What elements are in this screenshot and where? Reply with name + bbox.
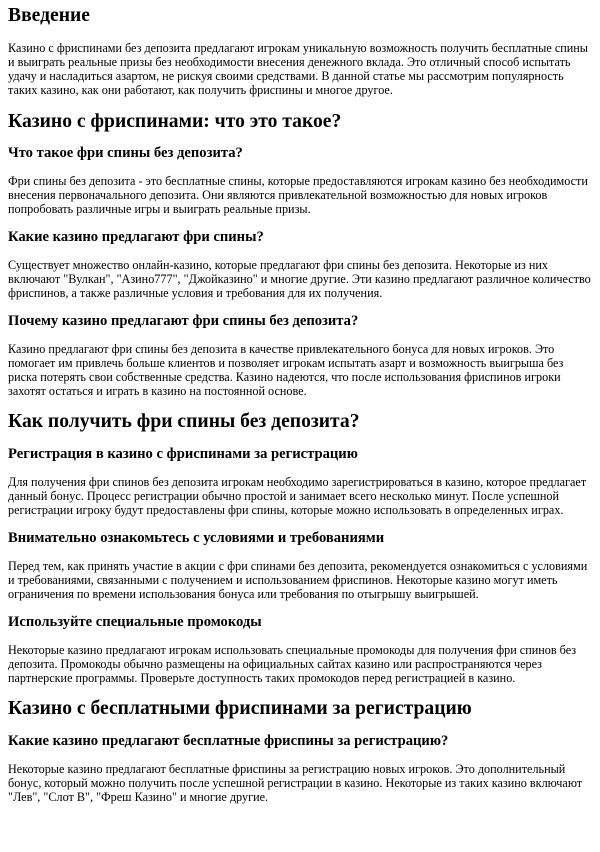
paragraph-which-casinos: Существует множество онлайн-казино, которые предлагают фри спины без депозита. Некоторые из них включают "Вулкан", "Азино777", "Джойказино" и многие другие. Эти казино предлагают различное количество фриспинов, а также различные условия и требования для их получения. (8, 258, 591, 300)
section-heading-what-is: Казино с фриспинами: что это такое? (8, 111, 342, 132)
subheading-why-casinos-offer: Почему казино предлагают фри спины без депозита? (8, 313, 359, 329)
section-heading-how-to-get: Как получить фри спины без депозита? (8, 411, 360, 432)
subheading-which-casinos: Какие казино предлагают фри спины? (8, 229, 264, 245)
subheading-which-casinos-registration: Какие казино предлагают бесплатные фриспины за регистрацию? (8, 733, 449, 749)
section-heading-registration-free-spins: Казино с бесплатными фриспинами за регистрацию (8, 698, 472, 719)
paragraph-what-are-free-spins: Фри спины без депозита - это бесплатные спины, которые предоставляются игрокам казино без необходимости внесения первоначального депозита. Они являются привлекательной возможностью для новых игроков попробовать различные игры и выиграть реальные призы. (8, 174, 588, 216)
subheading-registration: Регистрация в казино с фриспинами за регистрацию (8, 446, 358, 462)
subheading-what-are-free-spins: Что такое фри спины без депозита? (8, 145, 243, 161)
section-heading-intro: Введение (8, 5, 90, 26)
subheading-promocodes: Используйте специальные промокоды (8, 614, 262, 630)
paragraph-which-casinos-registration: Некоторые казино предлагают бесплатные фриспины за регистрацию новых игроков. Это дополнительный бонус, который можно получить после успешной регистрации в казино. Некоторые из таких казино включают "Лев", "Слот В", "Фреш Казино" и многие другие. (8, 762, 583, 804)
subheading-terms: Внимательно ознакомьтесь с условиями и требованиями (8, 530, 385, 546)
paragraph-why-casinos-offer: Казино предлагают фри спины без депозита в качестве привлекательного бонуса для новых игроков. Это помогает им привлечь больше клиентов и позволяет игрокам испытать азарт и возможность выигрыша без риска потерять свои собственные средства. Казино надеются, что после использования фриспинов игроки захотят остаться и играть в казино на постоянной основе. (8, 342, 564, 398)
paragraph-terms: Перед тем, как принять участие в акции с фри спинами без депозита, рекомендуется ознакомиться с условиями и требованиями, связанными с получением и использованием фриспинов. Некоторые казино могут иметь ограничения по времени использования бонуса или требования по отыгрышу выигрышей. (8, 559, 588, 601)
article (0, 4, 600, 804)
paragraph-registration: Для получения фри спинов без депозита игрокам необходимо зарегистрироваться в казино, которое предлагает данный бонус. Процесс регистрации обычно простой и занимает всего несколько минут. После успешной регистрации игроку будут предоставлены фри спины, которые можно использовать в определенных играх. (8, 475, 587, 517)
paragraph-intro: Казино с фриспинами без депозита предлагают игрокам уникальную возможность получить бесплатные спины и выиграть реальные призы без необходимости внесения денежного вклада. Это отличный способ испытать удачу и насладиться азартом, не рискуя своими средствами. В данной статье мы рассмотрим популярность таких казино, как они работают, как получить фриспины и многое другое. (8, 41, 588, 97)
paragraph-promocodes: Некоторые казино предлагают игрокам использовать специальные промокоды для получения фри спинов без депозита. Промокоды обычно размещены на официальных сайтах казино или распространяются через партнерские программы. Проверьте доступность таких промокодов перед регистрацией в казино. (8, 643, 577, 685)
